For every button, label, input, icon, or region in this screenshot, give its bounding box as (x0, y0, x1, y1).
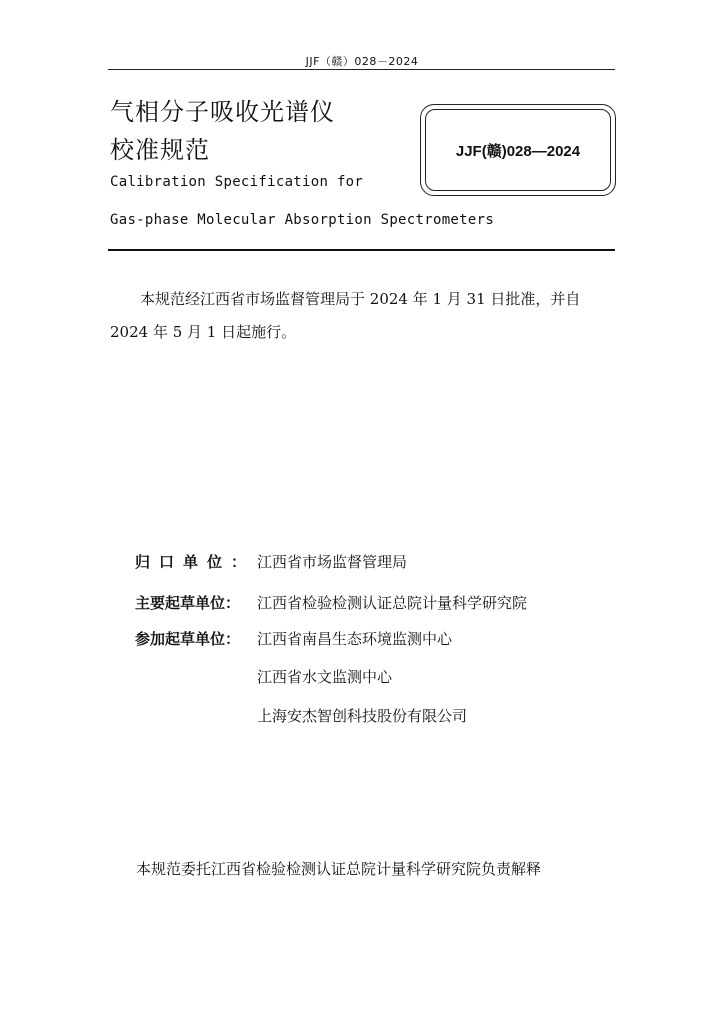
title-zh-line1: 气相分子吸收光谱仪 (110, 98, 335, 126)
org-value-participant-3: 上海安杰智创科技股份有限公司 (257, 707, 468, 725)
specification-code: JJF(赣)028—2024 (455, 142, 581, 160)
org-label-participants: 参加起草单位： (135, 630, 241, 648)
title-en-line1: Calibration Specification for (110, 174, 364, 190)
header-rule (108, 69, 615, 70)
code-box-inner (425, 109, 611, 191)
org-label-centralized: 归口单位： (135, 553, 256, 571)
org-row-centralized (135, 551, 407, 572)
title-zh-line2: 校准规范 (110, 136, 210, 164)
org-row-participant-3 (135, 705, 467, 726)
org-value-main-drafter: 江西省检验检测认证总院计量科学研究院 (257, 594, 528, 612)
code-box (420, 104, 616, 196)
interpretation-note: 本规范委托江西省检验检测认证总院计量科学研究院负责解释 (136, 860, 542, 878)
org-value-participant-2: 江西省水文监测中心 (257, 668, 393, 686)
org-value-centralized: 江西省市场监督管理局 (257, 553, 408, 571)
title-en-line2: Gas-phase Molecular Absorption Spectrometers (110, 212, 495, 228)
org-row-main-drafter (135, 592, 527, 613)
org-label-main-drafter: 主要起草单位： (135, 594, 241, 612)
approval-paragraph: 本规范经江西省市场监督管理局于 2024 年 1 月 31 日批准，并自 2024 年 5 月 1 日起施行。 (110, 290, 581, 341)
running-header: JJF（赣）028－2024 (305, 55, 419, 68)
org-row-participant-2 (135, 666, 392, 687)
org-value-participant-1: 江西省南昌生态环境监测中心 (257, 630, 453, 648)
title-divider (108, 249, 615, 251)
org-row-participant-1 (135, 628, 452, 649)
